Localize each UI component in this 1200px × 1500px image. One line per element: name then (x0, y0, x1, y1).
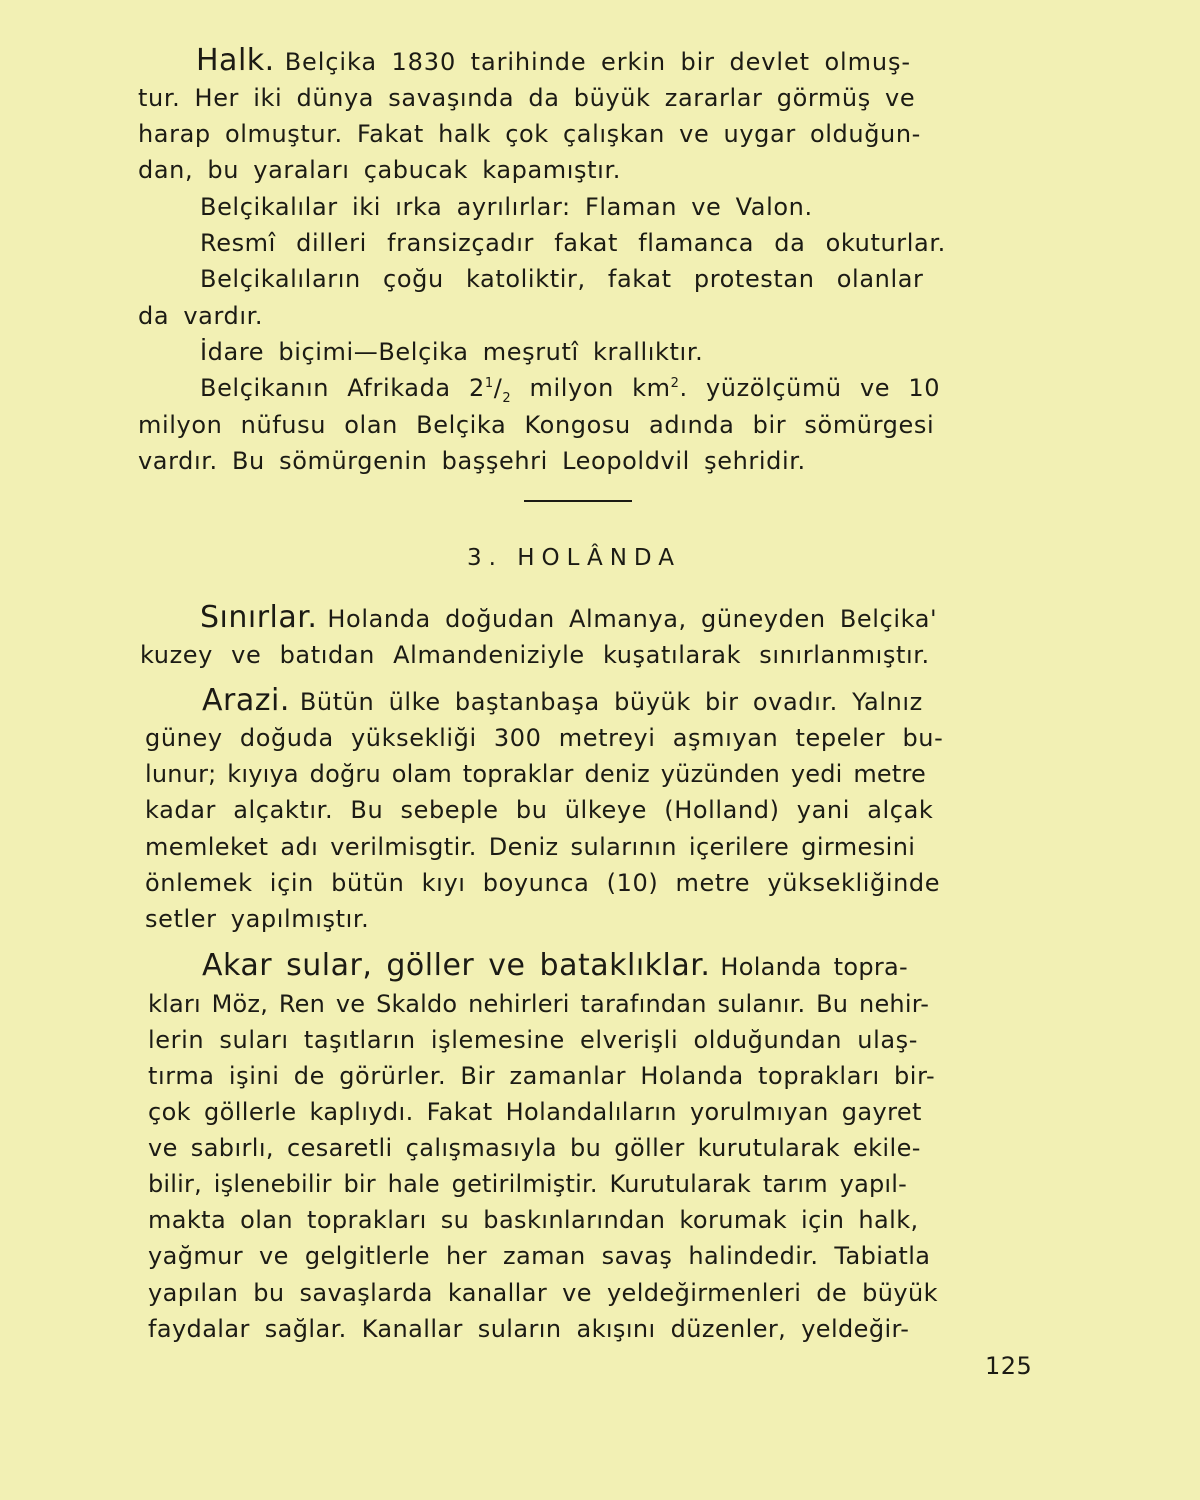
page-number: 125 (985, 1352, 1033, 1380)
text-line: İdare biçimi—Belçika meşrutî krallıktır. (200, 338, 704, 366)
text-line: kuzey ve batıdan Almandeniziyle kuşatılarak sınırlanmıştır. (140, 641, 930, 669)
text-line: güney doğuda yüksekliği 300 metreyi aşmıyan tepeler bu- (145, 724, 944, 752)
text-line: Belçika 1830 tarihinde erkin bir devlet olmuş- (284, 48, 911, 76)
text-span: Belçikanın Afrikada 2 (200, 374, 485, 402)
text-line: milyon nüfusu olan Belçika Kongosu adında bir sömürgesi (138, 411, 935, 439)
section-divider (524, 500, 632, 502)
halk-heading: Halk. (196, 43, 275, 78)
text-line: lunur; kıyıya doğru olam topraklar deniz yüzünden yedi metre (145, 760, 926, 788)
text-line: makta olan toprakları su baskınlarından korumak için halk, (148, 1206, 919, 1234)
africa-line: Belçikanın Afrikada $2^1/_2$ milyon $km^2$. yüzölçümü ve 10 (200, 374, 941, 406)
text-line: faydalar sağlar. Kanallar suların akışını düzenler, yeldeğir- (148, 1315, 910, 1343)
text-line: tırma işini de görürler. Bir zamanlar Holanda toprakları bir- (148, 1062, 936, 1090)
sinirlar-line-1 (200, 600, 1036, 637)
fraction-denominator: 2 (502, 390, 512, 406)
text-span: . yüzölçümü ve 10 (679, 374, 941, 402)
section-title: 3. HOLÂNDA (467, 545, 681, 571)
arazi-heading: Arazi. (202, 683, 290, 718)
text-line: kadar alçaktır. Bu sebeple bu ülkeye (Holland) yani alçak (145, 796, 934, 824)
akar-line-1 (202, 948, 1036, 985)
text-line: yağmur ve gelgitlerle her zaman savaş halindedir. Tabiatla (148, 1242, 931, 1270)
akar-heading: Akar sular, göller ve bataklıklar. (202, 948, 711, 983)
text-span: milyon km (511, 374, 671, 402)
text-line: Belçikalıların çoğu katoliktir, fakat protestan olanlar (200, 265, 924, 293)
text-line: tur. Her iki dünya savaşında da büyük zararlar görmüş ve (138, 84, 916, 112)
text-line: kları Möz, Ren ve Skaldo nehirleri tarafından sulanır. Bu nehir- (148, 990, 930, 1018)
text-line: önlemek için bütün kıyı boyunca (10) metre yüksekliğinde (145, 869, 941, 897)
text-line: dan, bu yaraları çabucak kapamıştır. (138, 156, 621, 184)
halk-line-1 (196, 43, 1036, 80)
text-line: harap olmuştur. Fakat halk çok çalışkan ve uygar olduğun- (138, 120, 921, 148)
text-line: da vardır. (138, 302, 264, 330)
text-line: setler yapılmıştır. (145, 905, 370, 933)
text-line: Resmî dilleri fransizçadır fakat flamanca da okuturlar. (200, 229, 946, 257)
text-line: Holanda doğudan Almanya, güneyden Belçika' (327, 605, 938, 633)
text-line: lerin suları taşıtların işlemesine elverişli olduğundan ulaş- (148, 1026, 919, 1054)
superscript: 2 (670, 376, 680, 391)
text-line: bilir, işlenebilir bir hale getirilmiştir. Kurutularak tarım yapıl- (148, 1170, 908, 1198)
text-line: memleket adı verilmisgtir. Deniz sularının içerilere girmesini (145, 833, 916, 861)
fraction-numerator: 1 (484, 376, 494, 391)
sinirlar-heading: Sınırlar. (200, 600, 318, 635)
text-line: Belçikalılar iki ırka ayrılırlar: Flaman ve Valon. (200, 193, 813, 221)
text-line: Holanda topra- (720, 953, 909, 981)
text-line: Bütün ülke baştanbaşa büyük bir ovadır. Yalnız (299, 688, 923, 716)
text-line: çok göllerle kaplıydı. Fakat Holandalıların yorulmıyan gayret (148, 1098, 922, 1126)
text-line: yapılan bu savaşlarda kanallar ve yeldeğirmenleri de büyük (148, 1279, 938, 1307)
arazi-line-1 (202, 683, 1036, 720)
text-line: vardır. Bu sömürgenin başşehri Leopoldvil şehridir. (138, 447, 806, 475)
text-line: ve sabırlı, cesaretli çalışmasıyla bu göller kurutularak ekile- (148, 1134, 921, 1162)
